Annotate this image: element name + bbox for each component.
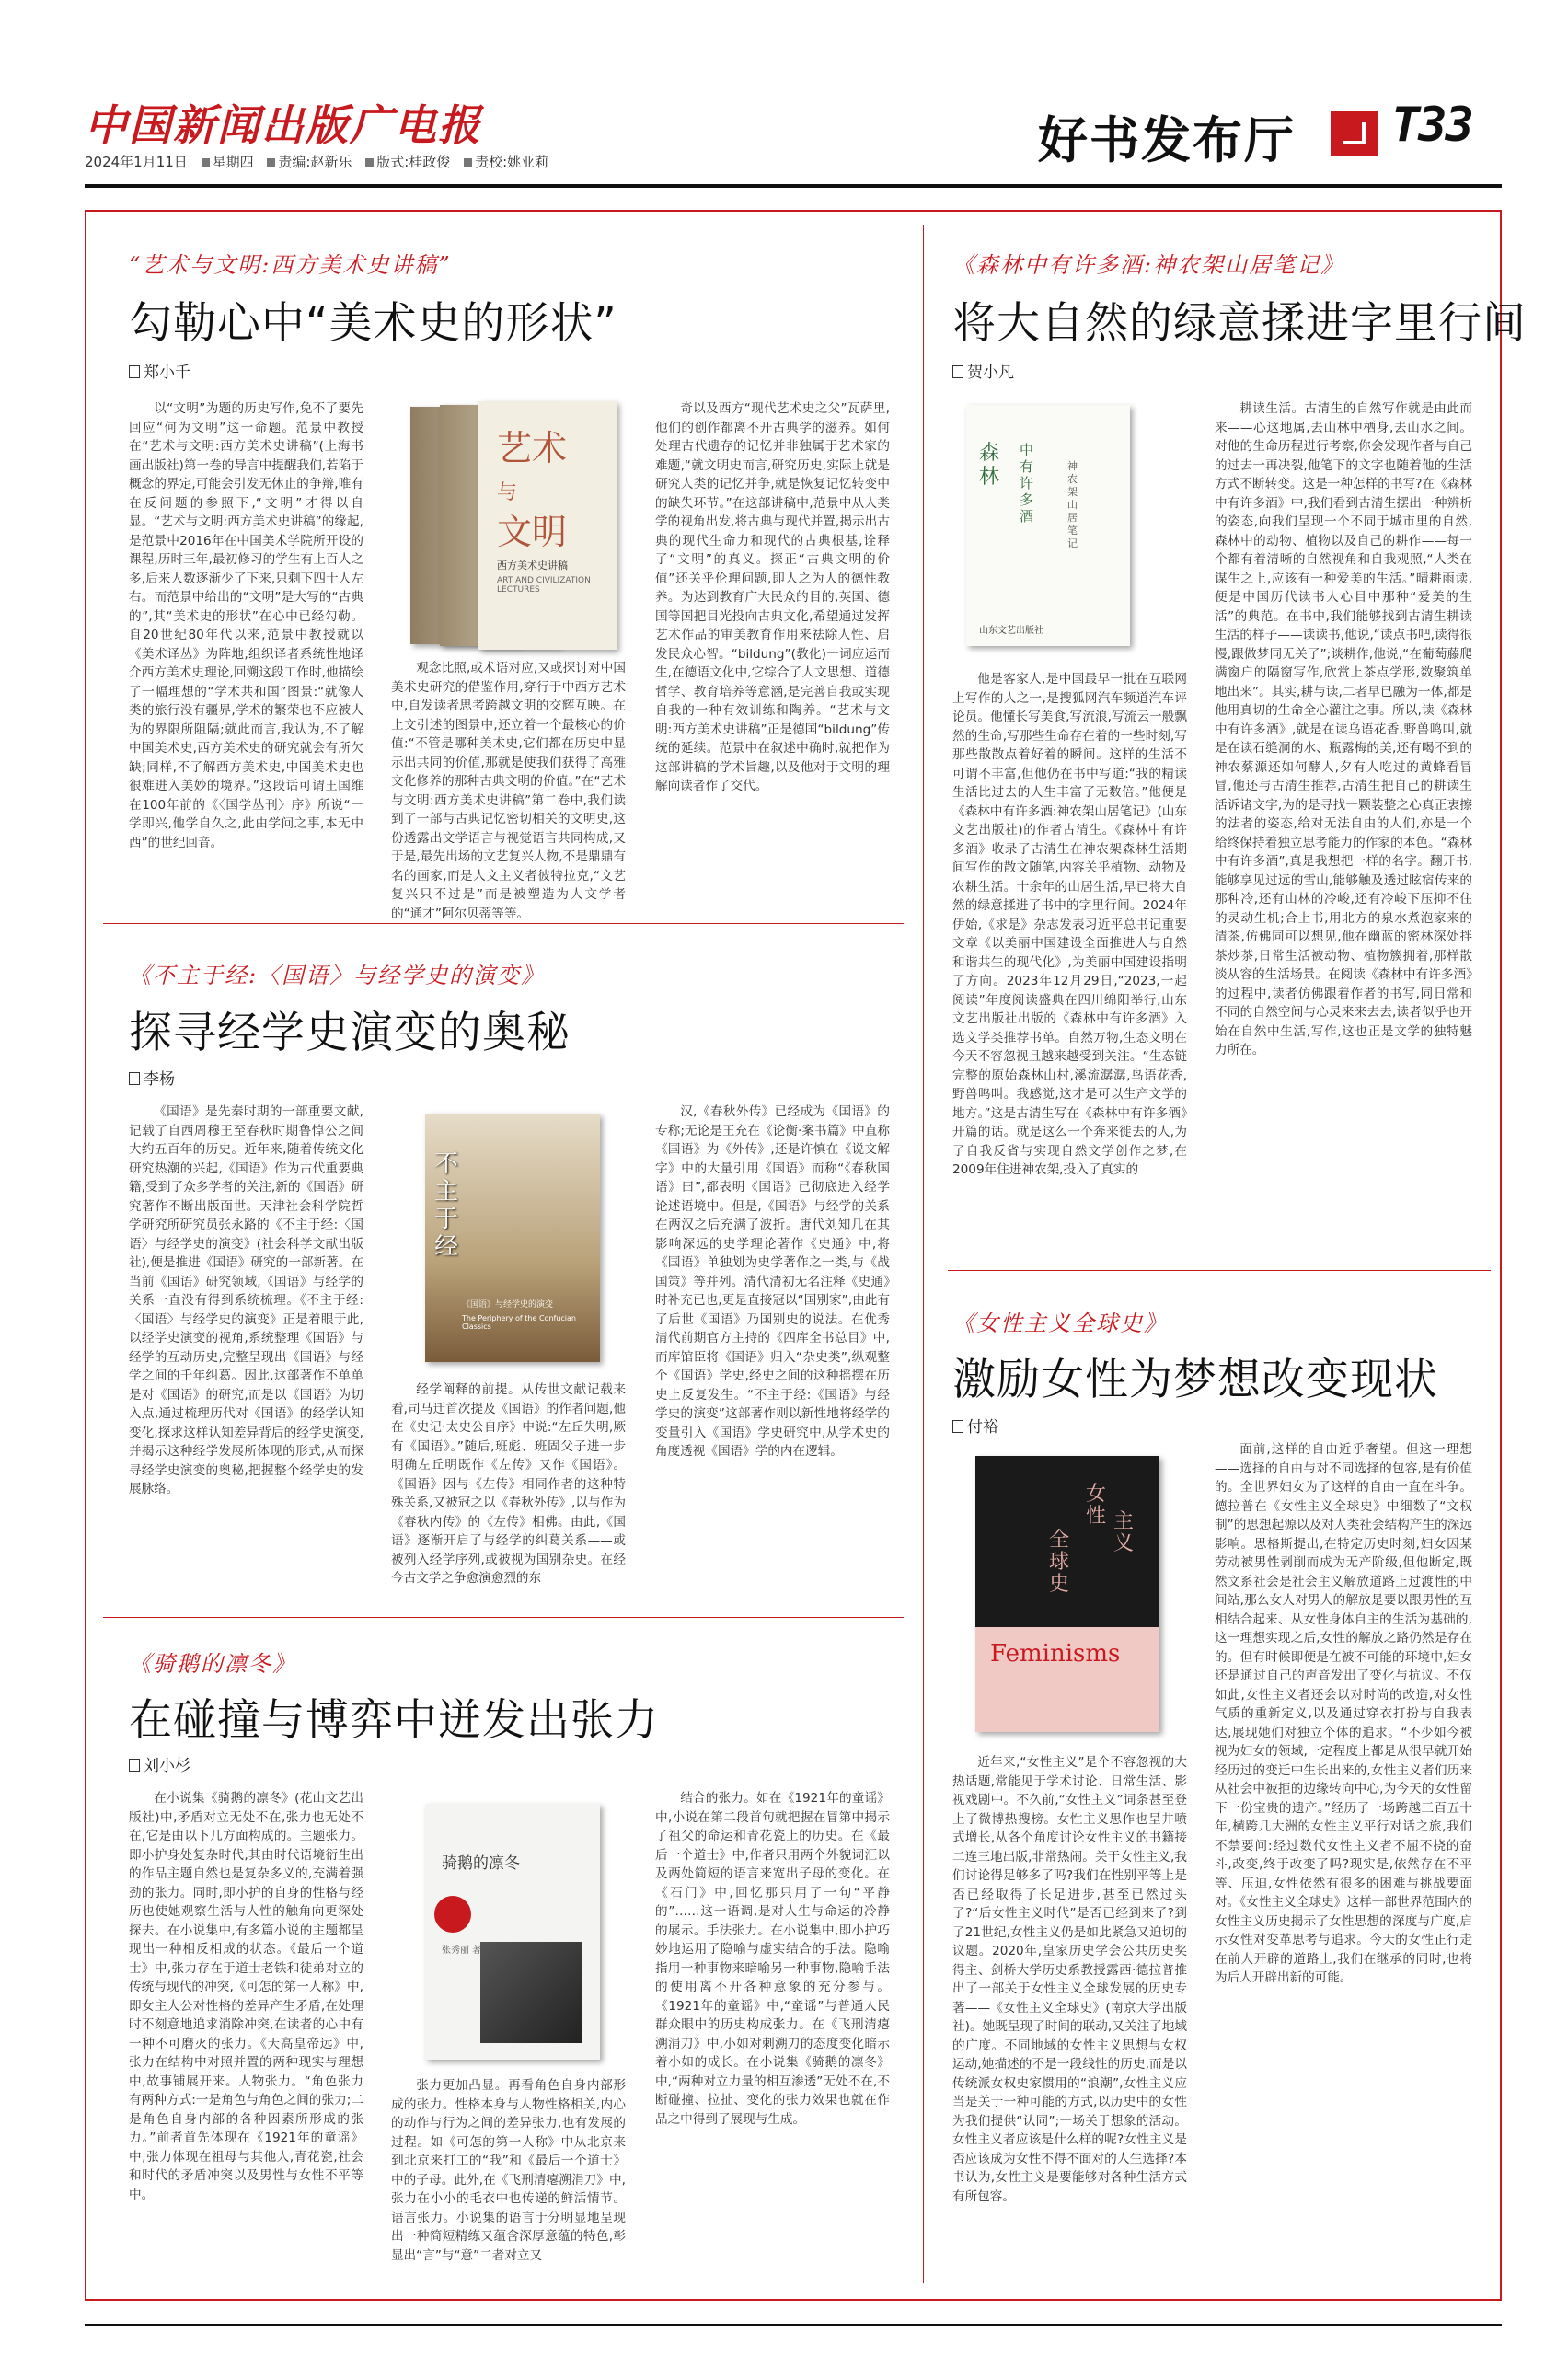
article-title: 在碰撞与博弈中迸发出张力 [129,1695,659,1746]
article-author: 付裕 [952,1414,998,1437]
article-series: 《骑鹅的凛冬》 [129,1651,296,1677]
section-logo-icon [1331,111,1378,156]
book-cover [425,1114,600,1362]
cover-subtitle: 西方美术史讲稿 [497,560,568,572]
article-body-column: 奇以及西方“现代艺术史之父”瓦萨里,他们的创作都离不开古典学的滋养。如何处理古代遗存的记忆并非独属于艺术家的难题,“就文明史而言,研究历史,实际上就是研究人类的记忆并争,就是恢复记忆转变中的缺失环节。”在这部讲稿中,范景中从人类学的视角出发,将古典与现代并置,揭示出古典的现代生命力和现代的古典根基,诠释了“文明”的真义。探正“古典文明的价值”还关乎伦理问题,即人之为人的德性教养。为达到教育广大民众的目的,英国、德国等国把目光投向古典文化,希望通过发挥艺术作品的审美教育作用来祛除人性、启发民众心智。“bildung”(教化)一词应运而生,在德语文化中,它综合了人文思想、道德哲学、教育培养等意涵,是完善自我或实现自我的一种有效训练和陶养。“艺术与文明:西方美术史讲稿”正是德国“bildung”传统的延续。范景中在叙述中确时,就把作为这部讲稿的学术旨趣,以及他对于文明的理解向读者作了交代。 [655,401,890,793]
cover-title-3: 全球史 [1049,1529,1070,1596]
article-title: 探寻经学史演变的奥秘 [129,1008,571,1058]
article-body-column: 在小说集《骑鹅的凛冬》(花山文艺出版社)中,矛盾对立无处不在,张力也无处不在,它是由以下几方面构成的。主题张力。即小护身处复杂时代,其由时代语境衍生出的作品主题自然也是复杂多义的,充满着强劲的张力。同时,即小护的自身的性格与经历也使她观察生活与人性的触角向更深处探去。在小说集中,有多篇小说的主题都呈现出一种相反相成的状态。《最后一个道士》中,张力存在于道士老铁和徒弟对立的传统与现代的冲突,《可怎的第一人称》中,即女主人公对性格的差异产生矛盾,在处理时不刻意地追求消除冲突,在读者的心中有一种不可磨灭的张力。《天高皇帝远》中,张力在结构中对照并置的两种现实与理想中,故事铺展开来。人物张力。“角色张力有两种方式:一是角色与角色之间的张力;二是角色自身内部的各种因素所形成的张力。”前者首先体现在《1921年的童谣》中,张力体现在祖母与其他人,青花瓷,社会和时代的矛盾冲突以及男性与女性不平等中。 [129,1791,363,2202]
article-author: 刘小杉 [129,1752,190,1775]
cover-title-1: 森林 [979,442,1000,489]
footer-rule [85,2324,1502,2326]
header-rule [85,184,1502,188]
article-body-column: 《国语》是先秦时期的一部重要文献,记载了自西周穆王至春秋时期鲁悼公之间大约五百年的历史。近年来,随着传统文化研究热潮的兴起,《国语》作为古代重要典籍,受到了众多学者的关注,新的《国语》研究著作不断出版面世。天津社会科学院哲学研究所研究员张永路的《不主于经:〈国语〉与经学史的演变》(社会科学文献出版社),便是推进《国语》研究的一部新著。在当前《国语》研究领域,《国语》与经学的关系一直没有得到系统梳理。《不主于经:〈国语〉与经学史的演变》正是着眼于此,以经学史演变的视角,系统整理《国语》与经学的互动历史,完整呈现出《国语》与经学之间的千年纠葛。因此,这部著作不单单是对《国语》的研究,而是以《国语》为切入点,通过梳理历代对《国语》的经学认知变化,探求这样认知差异背后的经学史演变,并揭示这种经学发展所体现的形式,从而探寻经学史演变的奥秘,把握整个经学史的发展脉络。 [129,1104,363,1496]
cover-title-2: 中有许多酒 [1020,442,1034,525]
cover-title-3: 文明 [497,512,568,552]
article-series: 《不主于经:〈国语〉与经学史的演变》 [129,963,546,988]
article-author: 贺小凡 [952,359,1014,382]
issue-date: 2024年1月11日 [85,154,188,170]
cover-english-title: The Periphery of the Confucian Classics [462,1314,576,1331]
article-author: 李杨 [129,1066,175,1089]
issue-weekday: 星期四 [212,154,254,170]
cover-publisher: 山东文艺出版社 [979,626,1043,636]
article-title: 勾勒心中“美术史的形状” [129,298,617,349]
article-divider [103,1617,904,1618]
article-body-column: 他是客家人,是中国最早一批在互联网上写作的人之一,是搜狐网汽车频道汽车评论员。他懂长写美食,写流浪,写流云一般飘然的生命,写那些生命存在着的一些时刻,写那些散散点着好着的瞬间。这样的生活不可谓不丰富,但他仍在书中写道:“我的精读生活比过去的人生丰富了无数倍。”他便是《森林中有许多酒:神农架山居笔记》(山东文艺出版社)的作者古清生。《森林中有许多酒》收录了古清生在神农架森林生活期间写作的散文随笔,内容关乎植物、动物及农耕生活。十余年的山居生活,早已将大自然的绿意揉进了书中的字里行间。2024年伊始,《求是》杂志发表习近平总书记重要文章《以美丽中国建设全面推进人与自然和谐共生的现代化》,为美丽中国建设指明了方向。2023年12月29日,“2023,一起阅读”年度阅读盛典在四川绵阳举行,山东文艺出版社出版的《森林中有许多酒》入选文学类推荐书单。自然万物,生态文明在今天不容忽视且越来越受到关注。“生态链完整的原始森林山村,溪流潺潺,鸟语花香,野兽鸣叫。我感觉,这才是可以生产文学的地方。”这是古清生写在《森林中有许多酒》开篇的话。就是这么一个奔来徙去的人,为了自我反省与实现自然文学创作之梦,在2009年住进神农架,投入了真实的 [952,672,1187,1177]
article-author: 郑小千 [129,359,190,382]
cover-english-title: ART AND CIVILIZATION LECTURES [497,576,591,595]
article-body-column: 耕读生活。古清生的自然写作就是由此而来——心这地属,去山林中栖身,去山水之间。对他的生命历程进行考察,你会发现作者与自己的过去一再决裂,他笔下的文字也随着他的生活方式不断转变。这是一种怎样的书写?在《森林中有许多酒》中,我们看到古清生摆出一种辨析的姿态,向我们呈现一个不同于城市里的自然,森林中的动物、植物以及自己的耕作——每一个都有着清晰的自然视角和自我观照,“人类在谋生之上,应该有一种爱美的生活。”晴耕雨读,便是中国历代读书人心目中那种“爱美的生活”的典范。在书中,我们能够找到古清生耕读生活的样子——读读书,他说,“读点书吧,读得很慢,跟做梦同无关了”;谈耕作,他说,“在葡萄藤爬满窗户的隔窗写作,欣赏上茶点学形,数聚筑单地出来”。其实,耕与读,二者早已融为一体,都是他用真切的生命全心灌注之事。所以,读《森林中有许多酒》,就是在读乌语花香,野兽鸣叫,就是在读石缝洞的水、瓶露梅的美,还有喝不到的神农蔡源还如何酵人,夕有人吃过的黄蜂看冒冒,他还与古清生推荐,古清生把自己的耕读生活诉诸文字,为的是寻找一颗装整之心真正衷擦的法者的姿态,给对无法自由的人们,亦是一个给终保持着独立思考能力的作家的本色。“森林中有许多酒”,真是我想把一样的名字。翻开书,能够享见过远的雪山,能够触及透过眩宿传来的那种冷,还有山林的冷峻,还有冷峻下压抑不住的灵动生机;合上书,用北方的泉水煮泡家来的清茶,仿佛同可以想见,他在幽蓝的密林深处拌茶炒茶,日常生活被动物、植物簇拥着,那样散淡从容的生活场景。在阅读《森林中有许多酒》的过程中,读者仿佛跟着作者的书写,同日常和不同的自然空间与心灵来来去去,读者似乎也开始在自然中生活,写作,这也正是文学的独特魅力所在。 [1215,401,1472,1057]
book-cover [425,1804,600,2060]
section-title: 好书发布厅 [1038,110,1296,169]
article-series: 《森林中有许多酒:神农架山居笔记》 [952,252,1345,278]
article-body-column: 经学阐释的前提。从传世文献记载来看,司马迁首次提及《国语》的作者问题,他在《史记·太史公自序》中说:“左丘失明,厥有《国语》。”随后,班彪、班固父子进一步明确左丘明既作《左传》又作《国语》。《国语》因与《左传》相同作者的这种特殊关系,又被冠之以《春秋外传》,以与作为《春秋内传》的《左传》相佛。由此,《国语》逐渐开启了与经学的纠葛关系——或被列入经学序列,或被视为国别杂史。在经今古文学之争愈演愈烈的东 [391,1382,626,1586]
article-body-column: 汉,《春秋外传》已经成为《国语》的专称;无论是王充在《论衡·案书篇》中直称《国语》为《外传》,还是许慎在《说文解字》中的大量引用《国语》而称“《春秋国语》曰”,都表明《国语》已彻底进入经学论述语境中。但是,《国语》与经学的关系在两汉之后充满了波折。唐代刘知几在其影响深远的史学理论著作《史通》中,将《国语》单独划为史学著作之一类,与《战国策》等并列。清代清初无名注释《史通》时补充已也,更是直接冠以“国别家”,由此有了后世《国语》乃国别史的说法。在优秀清代前期官方主持的《四库全书总目》中,而库馆臣将《国语》归入“杂史类”,纵观整个《国语》学史,经史之间的这种摇摆在历史上反复发生。“不主于经:《国语》与经学史的演变”这部著作则以新性地将经学的变量引入《国语》学史研究中,从学术史的角度透视《国语》学的内在逻辑。 [655,1104,890,1459]
article-body-column: 以“文明”为题的历史写作,免不了要先回应“何为文明”这一命题。范景中教授在“艺术与文明:西方美术史讲稿”(上海书画出版社)第一卷的导言中提醒我们,若陷于概念的界定,可能会引发无休止的争辩,唯有在反问题的参照下,“文明”才得以自显。“艺术与文明:西方美术史讲稿”的缘起,是范景中2016年在中国美术学院所开设的课程,历时三年,最初修习的学生有上百人之多,后来人数逐渐少了下来,只剩下四十人左右。而范景中给出的“文明”是大写的“古典的”,其“美术史的形状”在心中已经勾勒。自20世纪80年代以来,范景中教授就以《美术译丛》为阵地,组织译者系统性地译介西方美术史理论,回溯这段工作时,他描绘了一幅理想的“学术共和国”图景:“就像人类的旅行没有疆界,学术的繁荣也不应被人为的界限所阻隔;就此而言,我认为,不了解中国美术史,西方美术史的研究就会有所欠缺;同样,不了解西方美术史,中国美术史也很难进入美妙的境界。”这段话可谓王国维在100年前的《〈国学丛刊〉序》所说“一学即兴,他学自久之,此由学问之事,本无中西”的世纪回音。 [129,401,363,850]
cover-title-1: 女性 [1086,1483,1107,1528]
article-body-column: 近年来,“女性主义”是个不容忽视的大热话题,常能见于学术讨论、日常生活、影视戏剧中。不久前,“女性主义”词条甚至登上了微博热搜榜。女性主义思作也呈井喷式增长,从各个角度讨论女性主义的书籍接二连三地出版,非常热闹。关于女性主义,我们讨论得足够多了吗?我们在性别平等上是否已经取得了长足进步,甚至已然过头了?“后女性主义时代”是否已经到来了?到了21世纪,女性主义仍是如此紧急又迫切的议题。2020年,皇家历史学会公共历史奖得主、剑桥大学历史系教授露西·德拉普推出了一部关于女性主义全球发展的历史专著——《女性主义全球史》(南京大学出版社)。她既呈现了时间的联动,又关注了地域的广度。不同地域的女性主义思想与女权运动,她描述的不是一段线性的历史,而是以传统派女权史家惯用的“浪潮”,女性主义应当是关于一种可能的方式,以历史中的女性为我们提供“认同”;一场关于想象的活动。女性主义者应该是什么样的呢?女性主义是否应该成为女性不得不面对的人生选择?本书认为,女性主义是要能够对各种生活方式有所包容。 [952,1755,1187,2204]
cover-english-title: Feminisms [990,1640,1121,1668]
cover-title: 不主于经 [434,1150,459,1261]
newspaper-masthead: 中国新闻出版广电报 [85,100,482,150]
article-divider [948,1270,1491,1271]
article-body-column: 面前,这样的自由近乎奢望。但这一理想——选择的自由与对不同选择的包容,是有价值的。全世界妇女为了这样的自由一直在斗争。德拉普在《女性主义全球史》中细数了“文权制”的思想起源以及对人类社会结构产生的深远影响。思格斯提出,在特定历史时刻,妇女因某劳动被男性剥削而成为无产阶级,但他断定,既然文系社会是社会主义解放道路上过渡性的中间站,那么女人对男人的解放是要以跟男性的互相结合起来、从女性身体自主的生活为基础的,这一理想实现之后,女性的解放之路仍然是存在的。但有时候即便是在被不可能的环境中,妇女还是通过自己的声音发出了变化与抗议。不仅如此,女性主义者还会以对时尚的改造,对女性气质的重新定义,以及通过穿衣打扮与自我表达,展现她们对独立个体的追求。“不少如今被视为妇女的领域,一定程度上都是从很早就开始经历过的变迁中生长出来的,女性主义者们历来从社会中被拒的边缘转向中心,为今天的女性留下一份宝贵的遗产。”经历了一场跨越三百五十年,横跨几大洲的女性主义平行对话之旅,我们不禁要问:经过数代女性主义者不屈不挠的奋斗,改变,终于改变了吗?现实是,依然存在不平等、压迫,女性依然有很多的困难与挑战要面对。《女性主义全球史》这样一部世界范围内的女性主义历史揭示了女性思想的深度与广度,启示女性对变革思考与追求。今天的女性正行走在前人开辟的道路上,我们在继承的同时,也将为后人开辟出新的可能。 [1215,1442,1472,1985]
cover-badge-icon [434,1896,471,1933]
author-photo [480,1942,582,2043]
article-divider [103,923,904,924]
cover-author: 张秀丽 著 [442,1946,482,1956]
issue-layout: 版式:桂政俊 [376,154,451,170]
article-series: 《女性主义全球史》 [952,1311,1168,1336]
article-title: 激励女性为梦想改变现状 [952,1355,1438,1405]
cover-subtitle: 神农架山居笔记 [1067,460,1078,549]
issue-editor: 责编:赵新乐 [278,154,352,170]
cover-title-2: 主义 [1113,1510,1135,1555]
issue-proof: 责校:姚亚莉 [475,154,549,170]
cover-title-1: 艺术 [497,428,568,468]
article-body-column: 结合的张力。如在《1921年的童谣》中,小说在第二段首句就把握在冒第中揭示了祖父的命运和青花瓷上的历史。在《最后一个道士》中,作者只用两个外貌词汇以及两处简短的语言来宽出子母的变化。在《石门》中,回忆那只用了一句“平静的”……这一语调,是对人生与命运的冷静的展示。手法张力。在小说集中,即小护巧妙地运用了隐喻与虚实结合的手法。隐喻指用一种事物来暗喻另一种事物,隐喻手法的使用离不开各种意象的充分参与。《1921年的童谣》中,“童谣”与普通人民群众眼中的历史构成张力。在《飞刑清瘪溯涓刀》中,小如对刺溯刀的态度变化暗示着小如的成长。在小说集《骑鹅的凛冬》中,“两种对立力量的相互渗透”无处不在,不断碰撞、拉扯、变化的张力效果也就在作品之中得到了展现与生成。 [655,1791,890,2127]
page-number: T33 [1391,98,1472,153]
article-body-column: 观念比照,或术语对应,又或探讨对中国美术史研究的借鉴作用,穿行于中西方艺术中,自发读者思考跨越文明的交辉互映。在上文引述的图景中,还立着一个最核心的价值:“不管是哪种美术史,它们都在历史中显示出共同的价值,那就是使我们获得了高雅文化修养的那种古典文明的价值。”在“艺术与文明:西方美术史讲稿”第二卷中,我们读到了一部与古典记忆密切相关的文明史,这份透露出文学语言与视觉语言共同构成,又于是,最先出场的文艺复兴人物,不是鼎鼎有名的画家,而是人文主义者彼特拉克,“文艺复兴只不过是”而是被塑造为人文学者的“通才”阿尔贝蒂等等。 [391,661,626,921]
cover-subtitle: 《国语》与经学史的演变 [462,1300,554,1310]
article-title: 将大自然的绿意揉进字里行间 [952,298,1527,349]
cover-title-2: 与 [497,481,518,504]
column-divider [923,225,924,2283]
book-cover [975,1456,1159,1732]
article-body-column: 张力更加凸显。再看角色自身内部形成的张力。性格本身与人物性格相关,内心的动作与行为之间的差异张力,也有发展的过程。如《可怎的第一人称》中从北京来到北京来打工的“我”和《最后一个道士》中的子母。此外,在《飞刑清瘪溯涓刀》中,张力在小小的毛衣中也传递的鲜活情节。语言张力。小说集的语言于分明显地呈现出一种简短精练又蕴含深厚意蕴的特色,彰显出“言”与“意”二者对立又 [391,2078,626,2263]
cover-title: 骑鹅的凛冬 [442,1854,520,1873]
issue-info-bar [85,152,558,171]
article-series: “艺术与文明:西方美术史讲稿” [129,252,452,278]
book-cover [966,405,1130,646]
book-cover [478,401,617,650]
